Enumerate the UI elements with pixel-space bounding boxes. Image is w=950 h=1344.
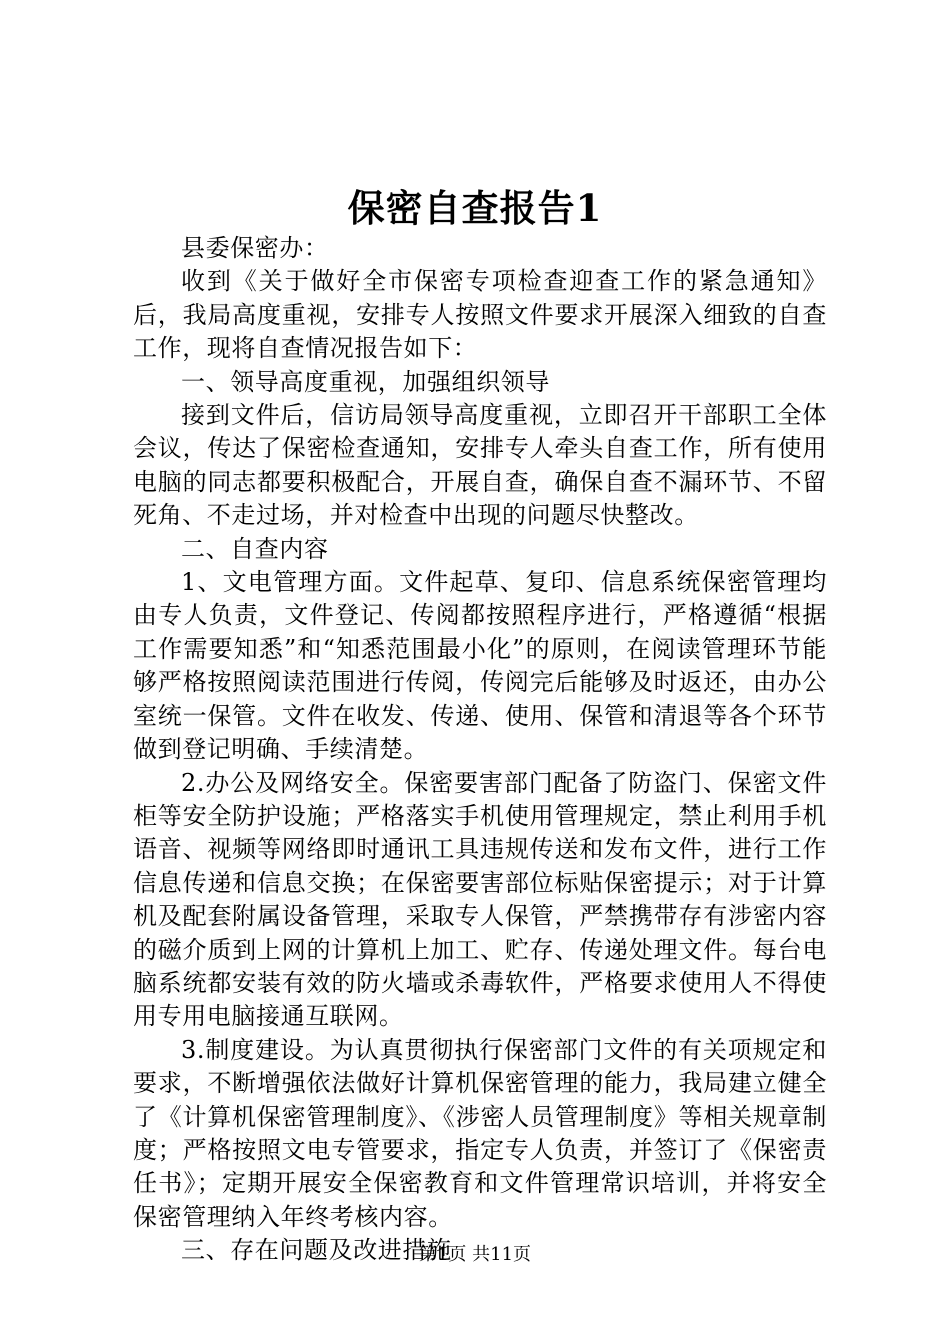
body-paragraph: 接到文件后，信访局领导高度重视，立即召开干部职工全体会议，传达了保密检查通知，安排专人牵头自查工作，所有使用电脑的同志都要积极配合，开展自查，确保自查不漏环节、不留死角、不走过场，并对检查中出现的问题尽快整改。 [133,401,827,530]
page-footer: 第1页 共11页 [418,1244,532,1265]
document-body [133,232,827,1268]
body-paragraph: 收到《关于做好全市保密专项检查迎查工作的紧急通知》后，我局高度重视，安排专人按照文件要求开展深入细致的自查工作，现将自查情况报告如下： [133,267,827,363]
section-heading: 一、领导高度重视，加强组织领导 [181,367,550,396]
body-paragraph: 3.制度建设。为认真贯彻执行保密部门文件的有关项规定和要求，不断增强依法做好计算机保密管理的能力，我局建立健全了《计算机保密管理制度》、《涉密人员管理制度》等相关规章制度；严格按照文电专管要求，指定专人负责，并签订了《保密责任书》；定期开展安全保密教育和文件管理常识培训，并将安全保密管理纳入年终考核内容。 [133,1035,827,1231]
body-paragraph: 2.办公及网络安全。保密要害部门配备了防盗门、保密文件柜等安全防护设施；严格落实手机使用管理规定，禁止利用手机语音、视频等网络即时通讯工具违规传送和发布文件，进行工作信息传递和信息交换；在保密要害部位标贴保密提示；对于计算机及配套附属设备管理，采取专人保管，严禁携带存有涉密内容的磁介质到上网的计算机上加工、贮存、传递处理文件。每台电脑系统都安装有效的防火墙或杀毒软件，严格要求使用人不得使用专用电脑接通互联网。 [133,768,827,1031]
document-title: 保密自查报告1 [347,186,603,230]
salutation: 县委保密办： [181,234,329,262]
section-heading: 二、自查内容 [181,534,329,563]
section-heading: 三、存在问题及改进措施 [181,1236,452,1265]
body-paragraph: 1、文电管理方面。文件起草、复印、信息系统保密管理均由专人负责，文件登记、传阅都按照程序进行，严格遵循“根据工作需要知悉”和“知悉范围最小化”的原则，在阅读管理环节能够严格按照阅读范围进行传阅，传阅完后能够及时返还，由办公室统一保管。文件在收发、传递、使用、保管和清退等各个环节做到登记明确、手续清楚。 [133,568,827,764]
